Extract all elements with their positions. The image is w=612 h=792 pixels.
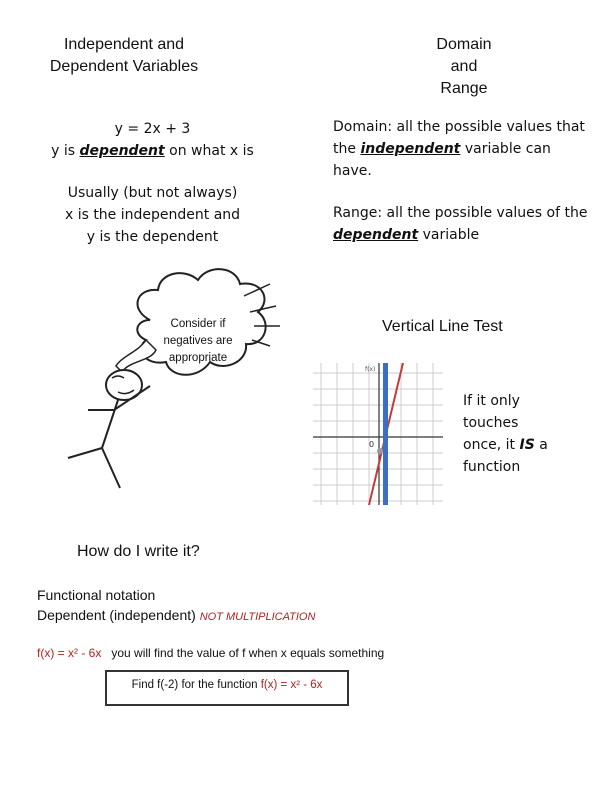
figure-leg — [102, 448, 120, 488]
function-example-line — [37, 644, 457, 662]
equation-line: y = 2x + 3 — [114, 121, 191, 137]
text: on what x is — [164, 143, 254, 159]
figure-body — [102, 400, 118, 448]
text: Range: all the possible values of the — [333, 205, 588, 221]
function-expression: f(x) = x² - 6x — [260, 679, 323, 691]
heading-line: and — [450, 58, 478, 75]
heading-line: Range — [440, 80, 488, 97]
not-multiplication-note: NOT MULTIPLICATION — [199, 611, 316, 623]
text: Dependent (independent) — [37, 607, 200, 623]
text: variable can have. — [333, 141, 551, 179]
text: a — [534, 437, 548, 453]
thought-tail — [116, 340, 156, 372]
text: variable — [418, 227, 480, 243]
note-line: function — [463, 459, 521, 475]
vertical-line-test-title: Vertical Line Test — [382, 318, 503, 335]
function-expression: f(x) = x² - 6x — [37, 646, 102, 660]
note-line — [463, 434, 573, 456]
usually-line: x is the independent and — [64, 207, 241, 223]
vertical-line-test-note — [463, 390, 573, 478]
heading-line: Dependent Variables — [49, 58, 199, 75]
grid — [313, 363, 443, 505]
functional-line — [37, 605, 457, 627]
functional-line: Functional notation — [37, 587, 156, 603]
cloud-text — [153, 316, 243, 367]
text: y is — [51, 143, 80, 159]
functional-notation-block — [37, 585, 457, 627]
cloud-line: negatives are — [163, 335, 233, 347]
text: once, it — [463, 437, 520, 453]
heading-line: Domain — [436, 36, 492, 53]
find-exercise-box — [105, 670, 349, 706]
vertical-test-line — [383, 363, 388, 505]
emphasis-independent: independent — [360, 141, 461, 157]
note-line: touches — [463, 415, 519, 431]
axis-label-fx: f(x) — [365, 366, 376, 373]
emphasis-dependent: dependent — [79, 143, 165, 159]
text: Domain: all the possible values that the — [333, 119, 585, 157]
cloud-line: Consider if — [170, 318, 226, 330]
function-description: you will find the value of f when x equals something — [101, 646, 385, 660]
intersection-point — [377, 448, 383, 454]
axis-label-zero: 0 — [369, 440, 375, 449]
heading-line: Independent and — [63, 36, 185, 53]
emphasis-dependent: dependent — [333, 227, 419, 243]
text: Find f(-2) for the function — [131, 679, 261, 691]
note-line: If it only — [463, 393, 520, 409]
cloud-line: appropriate — [168, 352, 228, 364]
how-heading: How do I write it? — [77, 543, 200, 560]
usually-line: Usually (but not always) — [67, 185, 238, 201]
emphasis-is: IS — [519, 437, 535, 453]
usually-line: y is the dependent — [86, 229, 219, 245]
vertical-line-test-graph — [313, 363, 443, 505]
figure-leg — [68, 448, 102, 458]
